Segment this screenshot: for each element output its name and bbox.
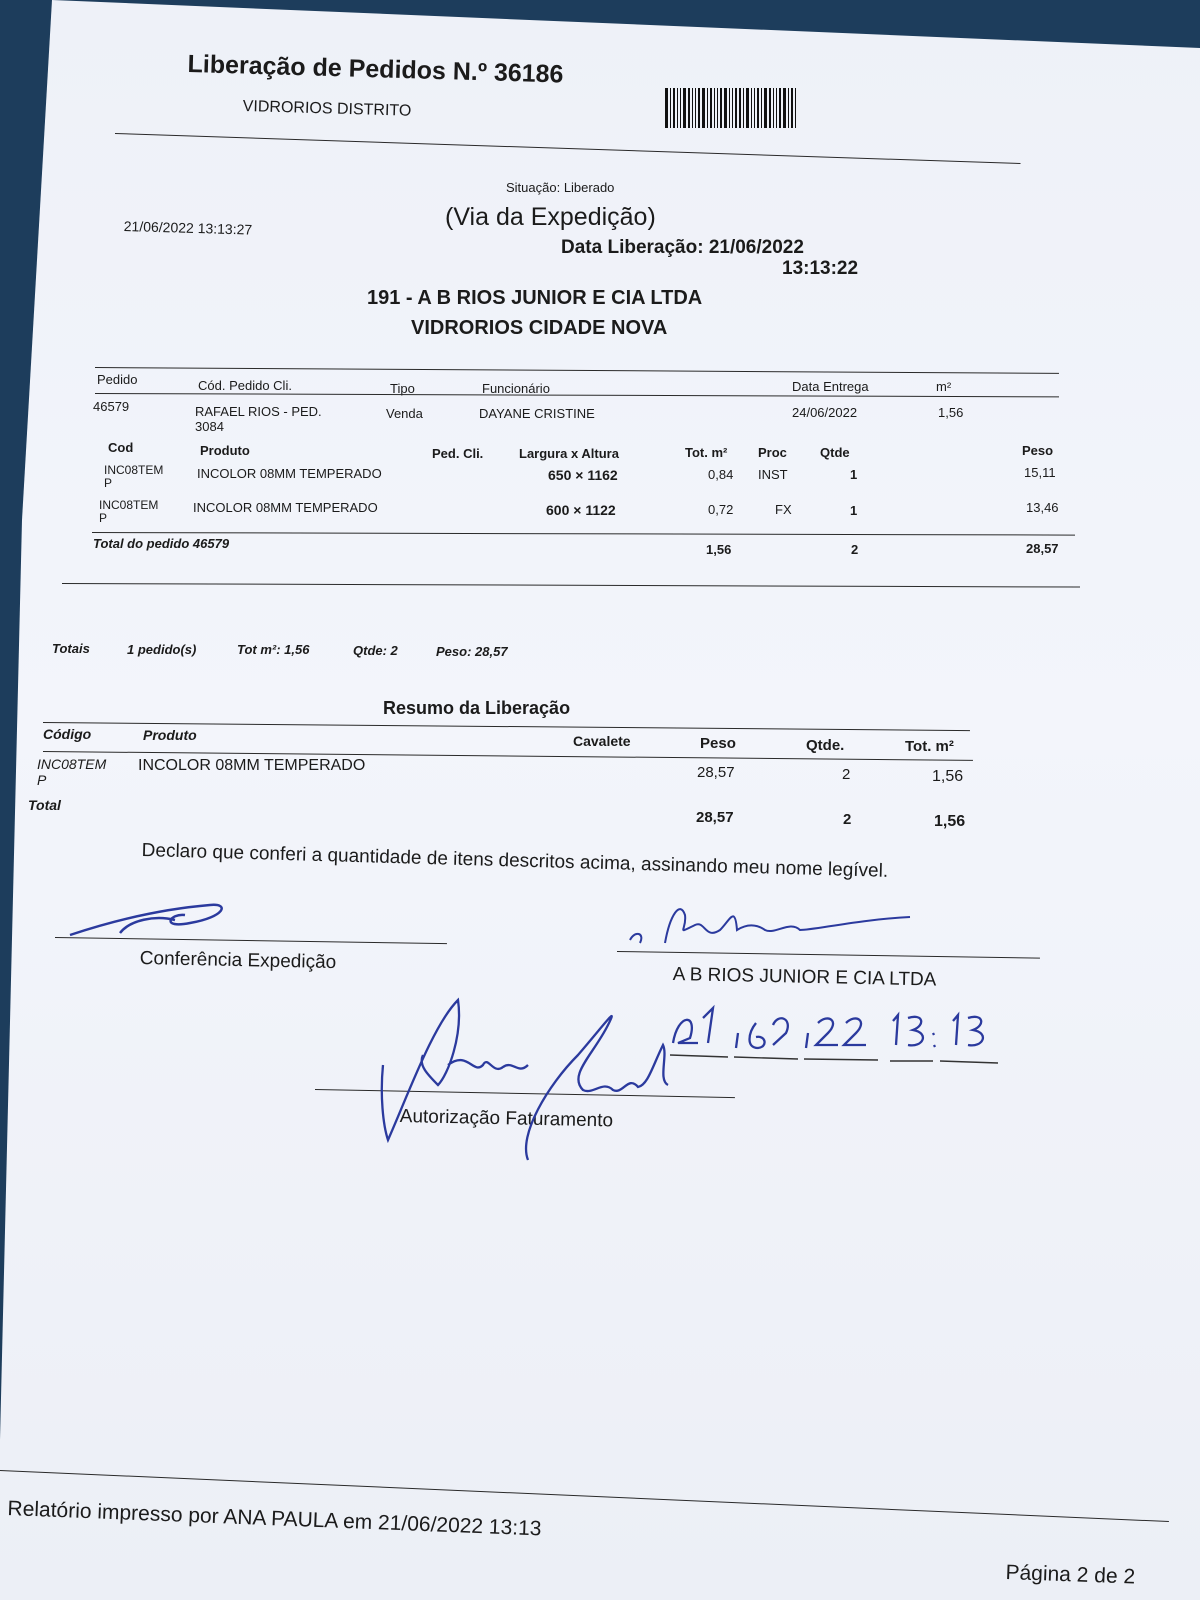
item-2-code-cont: P — [99, 511, 108, 525]
item-1-proc: INST — [758, 467, 788, 482]
barcode-bar — [735, 88, 737, 128]
order-client-code-cont: 3084 — [195, 419, 224, 434]
document-title: Liberação de Pedidos N.º 36186 — [187, 50, 564, 89]
order-type: Venda — [386, 406, 423, 421]
auth-signature-label: Autorização Faturamento — [399, 1106, 614, 1132]
order-m2: 1,56 — [938, 405, 964, 420]
copy-designation: (Via da Expedição) — [445, 203, 656, 231]
barcode-bar — [677, 88, 678, 128]
item-2-tot-m2: 0,72 — [708, 502, 734, 517]
barcode-bar — [761, 88, 762, 128]
summary-header-codigo: Código — [43, 726, 92, 742]
item-header-ped-cli: Ped. Cli. — [432, 446, 484, 461]
item-1-tot-m2: 0,84 — [708, 467, 734, 482]
barcode-bar — [764, 88, 767, 128]
item-2-code: INC08TEM — [99, 498, 159, 512]
barcode-bar — [665, 88, 668, 128]
totals-m2: Tot m²: 1,56 — [237, 642, 310, 657]
summary-header-peso: Peso — [700, 735, 736, 752]
barcode-bar — [729, 88, 730, 128]
barcode-bar — [779, 88, 781, 128]
col-header-tipo: Tipo — [390, 381, 415, 396]
barcode-bar — [717, 88, 718, 128]
order-total-m2: 1,56 — [706, 542, 732, 557]
barcode-bar — [707, 88, 708, 128]
summary-row-product: INCOLOR 08MM TEMPERADO — [138, 757, 366, 774]
order-total-peso: 28,57 — [1026, 541, 1059, 556]
barcode-bar — [670, 88, 671, 128]
release-time: 13:13:22 — [782, 258, 859, 279]
summary-header-produto: Produto — [143, 727, 197, 743]
item-2-product: INCOLOR 08MM TEMPERADO — [193, 500, 378, 515]
totals-peso: Peso: 28,57 — [436, 644, 508, 659]
printed-datetime: 21/06/2022 13:13:27 — [123, 218, 253, 238]
item-1-qtde: 1 — [850, 467, 858, 482]
col-header-cod-pedido: Cód. Pedido Cli. — [198, 378, 292, 393]
totals-qtde: Qtde: 2 — [353, 643, 398, 658]
order-total-qtde: 2 — [851, 542, 859, 557]
barcode-bar — [746, 88, 749, 128]
item-header-cod: Cod — [108, 440, 134, 455]
left-signature-label: Conferência Expedição — [139, 948, 337, 974]
totals-orders: 1 pedido(s) — [127, 642, 197, 657]
client-store: VIDRORIOS CIDADE NOVA — [411, 317, 668, 339]
item-1-code-cont: P — [104, 476, 113, 490]
right-signature-label: A B RIOS JUNIOR E CIA LTDA — [672, 964, 937, 991]
order-client-code: RAFAEL RIOS - PED. — [195, 404, 322, 419]
item-header-dimensions: Largura x Altura — [519, 446, 619, 461]
footer-printed-by: Relatório impresso por ANA PAULA em 21/06/2022 13:13 — [7, 1497, 542, 1541]
col-header-data-entrega: Data Entrega — [792, 379, 869, 394]
order-employee: DAYANE CRISTINE — [479, 406, 595, 421]
item-header-qtde: Qtde — [820, 445, 850, 460]
item-1-peso: 15,11 — [1024, 465, 1056, 480]
handwritten-signature-auth — [378, 995, 688, 1175]
barcode-bar — [673, 88, 675, 128]
barcode-bar — [702, 88, 705, 128]
handwritten-date — [668, 1003, 1028, 1073]
col-header-pedido: Pedido — [97, 372, 138, 387]
barcode-bar — [732, 88, 733, 128]
barcode-bar — [751, 88, 752, 128]
totals-label: Totais — [52, 641, 90, 656]
barcode-bar — [688, 88, 690, 128]
summary-row-code-cont: P — [37, 772, 47, 788]
item-header-produto: Produto — [200, 443, 250, 458]
barcode-image — [665, 88, 825, 128]
col-header-funcionario: Funcionário — [482, 381, 550, 396]
order-number: 46579 — [93, 399, 130, 414]
item-header-peso: Peso — [1022, 443, 1054, 458]
document-subtitle: VIDRORIOS DISTRITO — [242, 98, 412, 120]
item-2-qtde: 1 — [850, 503, 858, 518]
footer-page-number: Página 2 de 2 — [1005, 1561, 1136, 1589]
barcode-bar — [698, 88, 700, 128]
item-1-code: INC08TEM — [104, 463, 164, 477]
item-2-peso: 13,46 — [1026, 500, 1059, 515]
barcode-bar — [710, 88, 712, 128]
item-2-proc: FX — [775, 502, 792, 517]
barcode-bar — [739, 88, 741, 128]
barcode-bar — [769, 88, 771, 128]
barcode-bar — [724, 88, 727, 128]
barcode-bar — [754, 88, 755, 128]
summary-total-peso: 28,57 — [696, 809, 734, 826]
barcode-bar — [776, 88, 777, 128]
summary-total-label: Total — [28, 797, 61, 813]
status-text: Situação: Liberado — [506, 180, 615, 195]
item-1-dimensions: 650 × 1162 — [548, 467, 618, 483]
item-1-product: INCOLOR 08MM TEMPERADO — [197, 466, 382, 481]
col-header-m2: m² — [936, 379, 952, 394]
summary-row-peso: 28,57 — [697, 764, 735, 781]
item-2-dimensions: 600 × 1122 — [546, 502, 616, 518]
barcode-bar — [788, 88, 789, 128]
release-date: Data Liberação: 21/06/2022 — [561, 237, 804, 258]
barcode-bar — [695, 88, 696, 128]
barcode-bar — [680, 88, 681, 128]
order-total-label: Total do pedido 46579 — [93, 536, 230, 551]
client-name: 191 - A B RIOS JUNIOR E CIA LTDA — [367, 287, 703, 309]
summary-total-qtde: 2 — [843, 811, 852, 828]
handwritten-signature-right — [625, 895, 915, 955]
barcode-bar — [743, 88, 744, 128]
barcode-bar — [720, 88, 722, 128]
barcode-bar — [791, 88, 793, 128]
barcode-bar — [783, 88, 786, 128]
barcode-bar — [795, 88, 796, 128]
summary-row-qtde: 2 — [842, 766, 851, 783]
summary-row-tot-m2: 1,56 — [932, 768, 964, 785]
barcode-bar — [683, 88, 686, 128]
item-header-proc: Proc — [758, 445, 787, 460]
declaration-text: Declaro que conferi a quantidade de itens descritos acima, assinando meu nome legível. — [141, 840, 889, 882]
barcode-bar — [714, 88, 715, 128]
summary-header-cavalete: Cavalete — [573, 733, 631, 749]
summary-row-code: INC08TEM — [37, 756, 107, 772]
summary-total-tot-m2: 1,56 — [934, 813, 966, 830]
barcode-bar — [692, 88, 693, 128]
barcode-bar — [773, 88, 774, 128]
order-delivery-date: 24/06/2022 — [792, 405, 858, 420]
summary-header-tot-m2: Tot. m² — [905, 738, 954, 755]
handwritten-signature-left — [60, 895, 240, 945]
barcode-bar — [757, 88, 759, 128]
summary-title: Resumo da Liberação — [383, 698, 571, 718]
item-header-tot-m2: Tot. m² — [685, 445, 728, 460]
summary-header-qtde: Qtde. — [806, 737, 845, 754]
